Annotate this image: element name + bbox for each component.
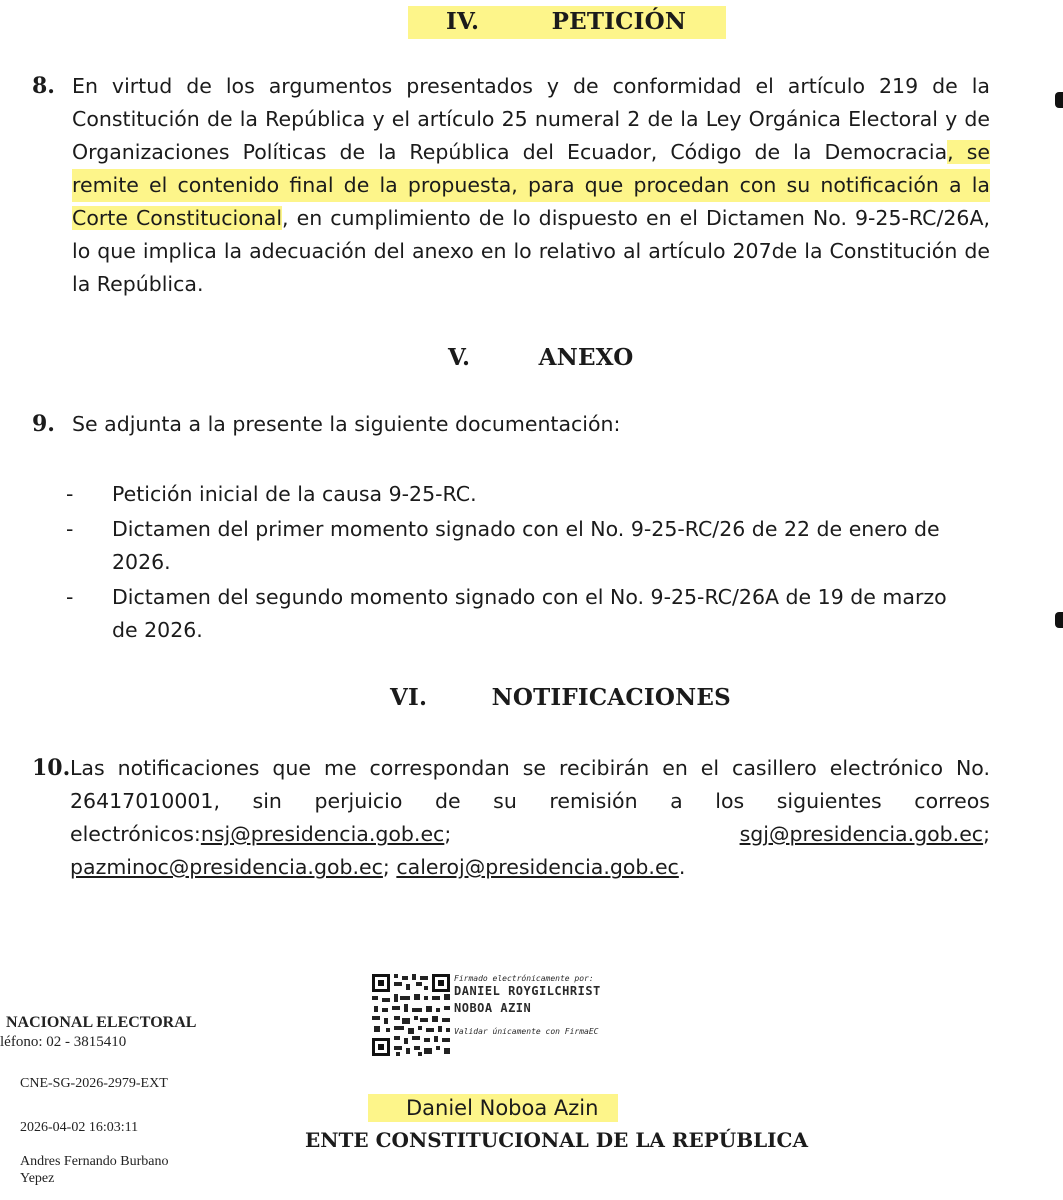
highlighted-text: , se [947,140,991,164]
list-item-text: Dictamen del segundo momento signado con el No. 9-25-RC/26A de 19 de marzo [112,585,947,609]
list-bullet: - [66,585,74,609]
stamp-receiver: Andres Fernando Burbano [20,1154,169,1169]
margin-mark [1055,92,1063,108]
section-iv-heading [408,6,726,39]
list-item [66,478,966,511]
paragraph-8 [32,70,990,310]
signature-validate: Validar únicamente con FirmaEC [454,1027,599,1036]
section-title: PETICIÓN [551,8,687,35]
attachment-list [66,478,966,647]
text-line: Organizaciones Políticas de la República del Ecuador, Código de la Democracia, se [72,140,991,164]
paragraph-9 [32,408,990,448]
electronic-signature [370,972,670,1064]
list-item [66,513,966,579]
list-item-text: de 2026. [112,618,203,642]
section-number: IV. [446,8,480,35]
text-line: 26417010001, sin perjuicio de su remisión a los siguientes correos [70,789,990,813]
signature-details [454,974,601,1037]
section-number: VI. [390,684,428,711]
highlighted-text: Daniel Noboa Azin [368,1094,618,1122]
list-item-text: Dictamen del primer momento signado con el No. 9-25-RC/26 de 22 de enero de [112,517,940,541]
email-link[interactable]: pazminoc@presidencia.gob.ec [70,855,383,879]
highlighted-text: remite el contenido final de la propuesta, para que procedan con su notificación a la [72,169,990,202]
stamp-org: NACIONAL ELECTORAL [6,1014,197,1031]
list-item-text: Petición inicial de la causa 9-25-RC. [112,482,477,506]
highlighted-text: Corte Constitucional [72,206,283,230]
stamp-receiver: Yepez [20,1171,55,1186]
text-line: Constitución de la República y el artículo 25 numeral 2 de la Ley Orgánica Electoral y de [72,107,990,131]
paragraph-text: Se adjunta a la presente la siguiente documentación: [72,412,621,436]
text-line: lo que implica la adecuación del anexo en lo relativo al artículo 207de la Constitución de [72,239,990,263]
paragraph-number: 8. [32,73,55,99]
signature-caption: Firmado electrónicamente por: [454,974,594,983]
stamp-reference: CNE-SG-2026-2979-EXT [20,1076,168,1091]
text-line: Las notificaciones que me correspondan se recibirán en el casillero electrónico No. [70,756,990,780]
receipt-stamp [0,1010,230,1200]
text-line: electrónicos:nsj@presidencia.gob.ec; sgj@presidencia.gob.ec; [70,822,990,846]
email-link[interactable]: sgj@presidencia.gob.ec [739,822,984,846]
paragraph-10 [32,752,990,892]
list-bullet: - [66,482,74,506]
paragraph-text [70,752,990,884]
signer-title: ENTE CONSTITUCIONAL DE LA REPÚBLICA [305,1128,808,1152]
email-link[interactable]: caleroj@presidencia.gob.ec [396,855,679,879]
list-item-text: 2026. [112,550,171,574]
stamp-phone: léfono: 02 - 3815410 [0,1034,127,1050]
paragraph-number: 10. [32,755,71,781]
section-number: V. [448,344,471,371]
signer-name-line: DANIEL ROYGILCHRIST [454,984,601,998]
text-line: la República. [72,272,204,296]
text-line: pazminoc@presidencia.gob.ec; caleroj@presidencia.gob.ec. [70,855,686,879]
text-line: Corte Constitucional, en cumplimiento de lo dispuesto en el Dictamen No. 9-25-RC/26A, [72,206,990,230]
section-title: NOTIFICACIONES [491,684,731,711]
signer-name-line: NOBOA AZIN [454,1001,532,1015]
text-line: En virtud de los argumentos presentados y de conformidad el artículo 219 de la [72,74,990,98]
text-line [72,169,990,202]
list-bullet: - [66,517,74,541]
list-item [66,581,966,647]
email-link[interactable]: nsj@presidencia.gob.ec [200,822,445,846]
paragraph-text [72,70,990,301]
section-v-heading [448,344,634,371]
paragraph-number: 9. [32,411,55,437]
section-title: ANEXO [538,344,634,371]
margin-mark [1055,612,1063,628]
signer-name [368,1096,618,1120]
section-vi-heading [390,684,731,711]
stamp-datetime: 2026-04-02 16:03:11 [20,1120,139,1135]
qr-code-icon [370,972,452,1058]
